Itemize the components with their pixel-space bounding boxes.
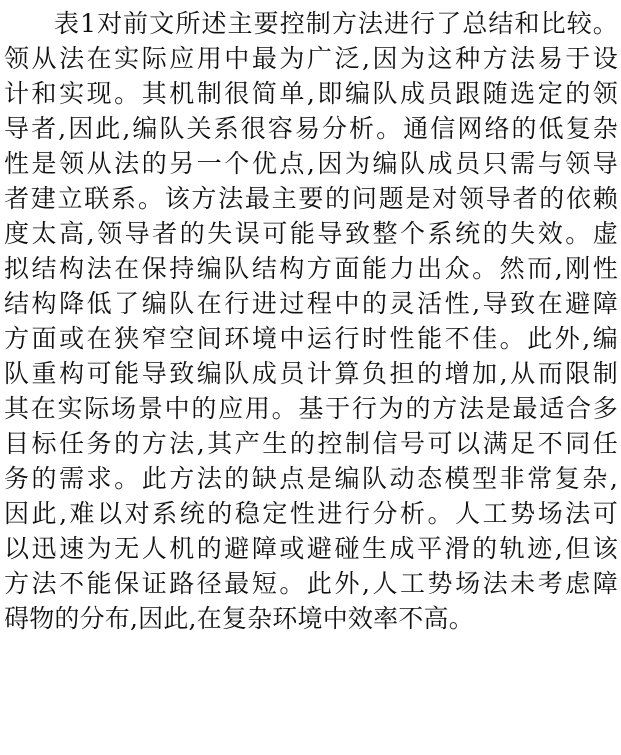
text-line: 计和实现。其机制很简单,即编队成员跟随选定的领 bbox=[4, 79, 618, 108]
text-line: 者建立联系。该方法最主要的问题是对领导者的依赖 bbox=[4, 184, 618, 213]
text-line: 拟结构法在保持编队结构方面能力出众。然而,刚性 bbox=[4, 254, 618, 283]
text-line: 其在实际场景中的应用。基于行为的方法是最适合多 bbox=[4, 394, 618, 423]
text-line: 方面或在狭窄空间环境中运行时性能不佳。此外,编 bbox=[4, 324, 618, 353]
text-line: 队重构可能导致编队成员计算负担的增加,从而限制 bbox=[4, 359, 618, 388]
text-line: 性是领从法的另一个优点,因为编队成员只需与领导 bbox=[4, 149, 618, 178]
text-line: 因此,难以对系统的稳定性进行分析。人工势场法可 bbox=[4, 499, 618, 528]
text-line: 碍物的分布,因此,在复杂环境中效率不高。 bbox=[4, 604, 474, 633]
text-line: 结构降低了编队在行进过程中的灵活性,导致在避障 bbox=[4, 289, 618, 318]
document-body bbox=[4, 6, 618, 636]
text-line: 度太高,领导者的失误可能导致整个系统的失效。虚 bbox=[4, 219, 618, 248]
text-line: 表1对前文所述主要控制方法进行了总结和比较。 bbox=[54, 9, 618, 38]
text-line: 以迅速为无人机的避障或避碰生成平滑的轨迹,但该 bbox=[4, 534, 618, 563]
text-line: 方法不能保证路径最短。此外,人工势场法未考虑障 bbox=[4, 569, 618, 598]
text-line: 务的需求。此方法的缺点是编队动态模型非常复杂, bbox=[4, 464, 618, 493]
paragraph bbox=[4, 6, 618, 636]
text-line: 目标任务的方法,其产生的控制信号可以满足不同任 bbox=[4, 429, 618, 458]
text-line: 导者,因此,编队关系很容易分析。通信网络的低复杂 bbox=[4, 114, 618, 143]
text-line: 领从法在实际应用中最为广泛,因为这种方法易于设 bbox=[4, 44, 618, 73]
